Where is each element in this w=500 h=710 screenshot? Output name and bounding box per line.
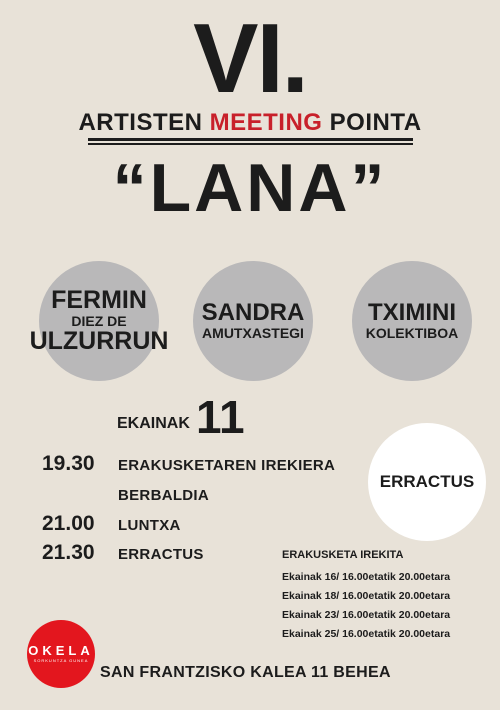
program-time: 21.00: [42, 512, 95, 535]
artist-name: SANDRA: [201, 299, 305, 326]
artist-name-line3: ULZURRUN: [29, 327, 169, 355]
artist-name: FERMIN: [51, 286, 147, 314]
artist-circle-fermin: [29, 261, 169, 381]
date-month: EKAINAK: [117, 415, 190, 432]
program-event: ERAKUSKETAREN IREKIERA: [118, 457, 336, 474]
artist-name-line2: DIEZ DE: [71, 313, 127, 329]
subtitle-word-3: POINTA: [329, 109, 422, 136]
logo-text: OKELA: [28, 643, 94, 658]
venue-address: SAN FRANTZISKO KALEA 11 BEHEA: [100, 664, 391, 681]
event-subtitle: [0, 109, 500, 137]
program-event: BERBALDIA: [118, 487, 210, 504]
artist-name-line2: KOLEKTIBOA: [365, 325, 459, 341]
artist-circle-tximini: [352, 261, 472, 381]
subtitle-word-1: ARTISTEN: [78, 109, 203, 136]
opening-date: Ekainak 23/ 16.00etatik 20.00etara: [282, 609, 451, 621]
date-day: 11: [196, 391, 245, 443]
program-time: 21.30: [42, 541, 95, 564]
program-event: LUNTXA: [118, 517, 181, 534]
performer-name: ERRACTUS: [379, 472, 475, 491]
divider-line: [88, 138, 413, 141]
artist-circle-sandra: [193, 261, 313, 381]
okela-logo: [27, 620, 95, 688]
opening-hours-title: ERAKUSKETA IREKITA: [282, 549, 404, 561]
edition-number: VI.: [193, 3, 307, 113]
opening-date: Ekainak 16/ 16.00etatik 20.00etara: [282, 571, 451, 583]
opening-date: Ekainak 18/ 16.00etatik 20.00etara: [282, 590, 451, 602]
logo-subtext: SORKUNTZA GUNEA: [33, 658, 89, 663]
event-title: “LANA”: [112, 150, 388, 226]
opening-date: Ekainak 25/ 16.00etatik 20.00etara: [282, 628, 451, 640]
program-event: ERRACTUS: [118, 546, 204, 563]
divider-line: [88, 143, 413, 145]
program-time: 19.30: [42, 452, 95, 475]
subtitle-word-accent: MEETING: [209, 109, 323, 136]
performer-circle-erractus: [368, 423, 486, 541]
artist-name: TXIMINI: [368, 299, 456, 326]
artist-name-line2: AMUTXASTEGI: [202, 325, 304, 341]
